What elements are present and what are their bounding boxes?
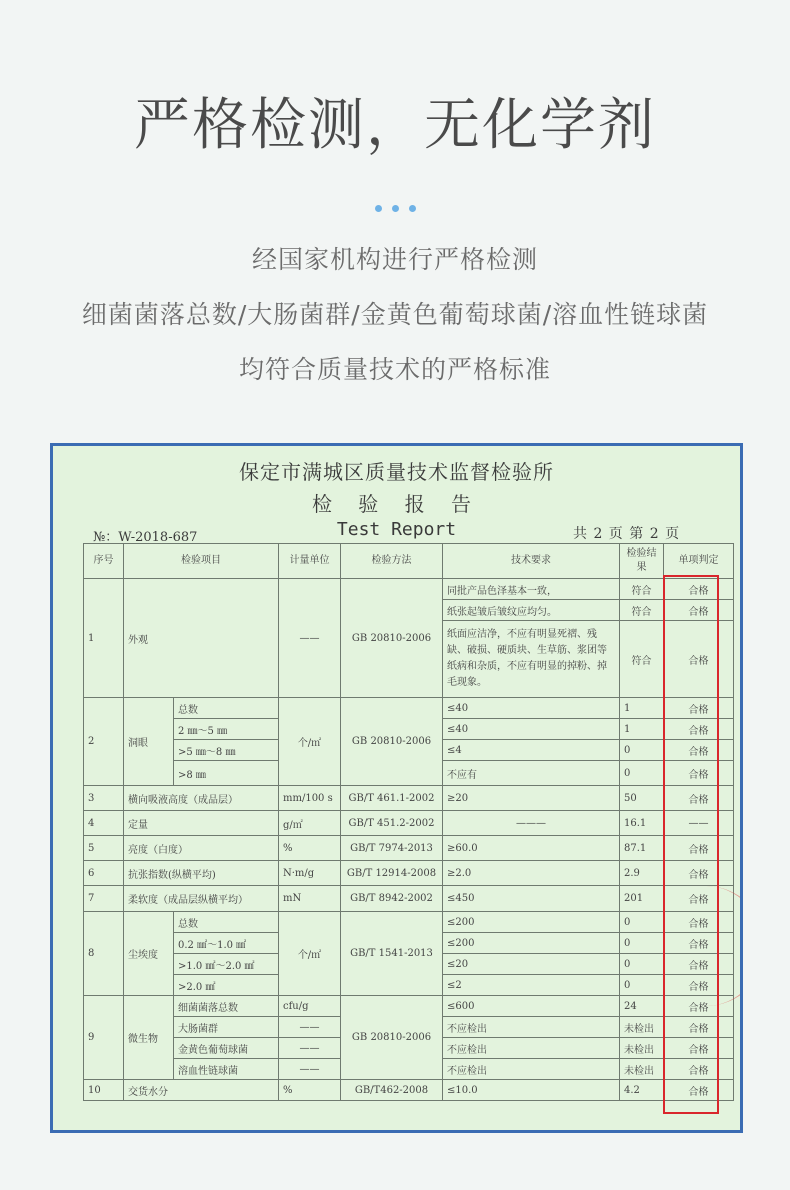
cell-no: 9: [84, 996, 124, 1080]
cell-req: 不应检出: [443, 1059, 620, 1080]
cell-verdict: 合格: [664, 975, 734, 996]
report-org: 保定市满城区质量技术监督检验所: [239, 460, 554, 484]
cell-req: 纸面应洁净，不应有明显死褶、残缺、破损、硬质块、生草筋、浆团等纸病和杂质，不应有明显的掉粉、掉毛现象。: [443, 621, 620, 698]
cell-req: ≤450: [443, 886, 620, 912]
cell-method: GB/T462-2008: [341, 1080, 443, 1101]
cell-item: 定量: [124, 811, 279, 836]
cell-result: 0: [620, 933, 664, 954]
cell-req: ≤2: [443, 975, 620, 996]
col-header: 检验方法: [341, 544, 443, 579]
cell-req: ≤200: [443, 912, 620, 933]
cell-unit: 个/㎡: [279, 912, 341, 996]
report-title-en: Test Report: [336, 519, 457, 540]
table-row: [84, 996, 734, 1017]
cell-item: 柔软度（成品层纵横平均）: [124, 886, 279, 912]
cell-verdict: 合格: [664, 836, 734, 861]
cell-item: 交货水分: [124, 1080, 279, 1101]
cell-unit: mN: [279, 886, 341, 912]
cell-req: ≤4: [443, 740, 620, 761]
cell-verdict: 合格: [664, 1080, 734, 1101]
cell-sub: 细菌菌落总数: [174, 996, 279, 1017]
cell-result: 0: [620, 912, 664, 933]
cell-result: 0: [620, 740, 664, 761]
cell-unit: %: [279, 836, 341, 861]
table-row: [84, 836, 734, 861]
cell-result: 符合: [620, 579, 664, 600]
cell-method: GB 20810-2006: [341, 579, 443, 698]
cell-no: 6: [84, 861, 124, 886]
cell-sub: >2.0 ㎟: [174, 975, 279, 996]
cell-sub: 0.2 ㎟～1.0 ㎟: [174, 933, 279, 954]
cell-sub: 2 ㎜～5 ㎜: [174, 719, 279, 740]
cell-unit: %: [279, 1080, 341, 1101]
table-row: [84, 861, 734, 886]
cell-no: 5: [84, 836, 124, 861]
table-row: [84, 579, 734, 600]
cell-no: 7: [84, 886, 124, 912]
cell-req: 同批产品色泽基本一致，: [443, 579, 620, 600]
cell-result: 符合: [620, 600, 664, 621]
cell-item: 横向吸液高度（成品层）: [124, 786, 279, 811]
decorative-dots: [0, 197, 790, 216]
cell-req: 不应有: [443, 761, 620, 786]
cell-req: ≤40: [443, 719, 620, 740]
cell-result: 0: [620, 761, 664, 786]
cell-unit: ——: [279, 1059, 341, 1080]
cell-verdict: 合格: [664, 621, 734, 698]
cell-req: ≥2.0: [443, 861, 620, 886]
cell-verdict: 合格: [664, 579, 734, 600]
cell-item: 洞眼: [124, 698, 174, 786]
cell-unit: cfu/g: [279, 996, 341, 1017]
col-header: 单项判定: [664, 544, 734, 579]
cell-result: 0: [620, 975, 664, 996]
table-row: [84, 786, 734, 811]
report-number: №：W-2018-687: [93, 530, 198, 545]
cell-no: 2: [84, 698, 124, 786]
subtitle-line-2: 细菌菌落总数/大肠菌群/金黄色葡萄球菌/溶血性链球菌: [81, 300, 709, 329]
cell-unit: 个/㎡: [279, 698, 341, 786]
cell-verdict: 合格: [664, 886, 734, 912]
cell-result: 201: [620, 886, 664, 912]
cell-method: GB/T 8942-2002: [341, 886, 443, 912]
table-header: [84, 544, 734, 579]
cell-method: GB/T 461.1-2002: [341, 786, 443, 811]
cell-verdict: 合格: [664, 600, 734, 621]
cell-item: 微生物: [124, 996, 174, 1080]
report-title: 检 验 报 告: [311, 492, 482, 516]
cell-no: 8: [84, 912, 124, 996]
cell-verdict: 合格: [664, 740, 734, 761]
table-row: [84, 1080, 734, 1101]
cell-method: GB/T 12914-2008: [341, 861, 443, 886]
subtitle-line-3: 均符合质量技术的严格标准: [238, 355, 551, 384]
cell-item: 尘埃度: [124, 912, 174, 996]
cell-no: 1: [84, 579, 124, 698]
cell-verdict: 合格: [664, 1059, 734, 1080]
cell-result: 0: [620, 954, 664, 975]
cell-verdict: ——: [664, 811, 734, 836]
cell-method: GB/T 1541-2013: [341, 912, 443, 996]
cell-sub: >1.0 ㎟～2.0 ㎟: [174, 954, 279, 975]
table-row: [84, 912, 734, 933]
cell-result: 4.2: [620, 1080, 664, 1101]
cell-sub: 溶血性链球菌: [174, 1059, 279, 1080]
report-page: 共 2 页 第 2 页: [573, 526, 681, 542]
table-row: [84, 811, 734, 836]
cell-method: GB/T 451.2-2002: [341, 811, 443, 836]
cell-verdict: 合格: [664, 761, 734, 786]
cell-item: 外观: [124, 579, 279, 698]
cell-req: ≥60.0: [443, 836, 620, 861]
col-header: 检验结果: [620, 544, 664, 579]
cell-verdict: 合格: [664, 1017, 734, 1038]
cell-no: 10: [84, 1080, 124, 1101]
cell-unit: mm/100 s: [279, 786, 341, 811]
table-row: [84, 886, 734, 912]
cell-req: ≤200: [443, 933, 620, 954]
subtitle-line-1: 经国家机构进行严格检测: [251, 245, 538, 274]
cell-result: 1: [620, 698, 664, 719]
cell-verdict: 合格: [664, 719, 734, 740]
col-header: 序号: [84, 544, 124, 579]
cell-method: GB 20810-2006: [341, 698, 443, 786]
cell-result: 87.1: [620, 836, 664, 861]
cell-sub: 总数: [174, 698, 279, 719]
cell-sub: 总数: [174, 912, 279, 933]
cell-result: 2.9: [620, 861, 664, 886]
cell-verdict: 合格: [664, 786, 734, 811]
cell-req: ≤600: [443, 996, 620, 1017]
cell-no: 4: [84, 811, 124, 836]
cell-item: 抗张指数(纵横平均): [124, 861, 279, 886]
cell-req: ≥20: [443, 786, 620, 811]
col-header: 技术要求: [443, 544, 620, 579]
cell-req: 不应检出: [443, 1038, 620, 1059]
cell-unit: N·m/g: [279, 861, 341, 886]
cell-verdict: 合格: [664, 954, 734, 975]
test-report-image: [50, 443, 743, 1133]
cell-sub: 金黄色葡萄球菌: [174, 1038, 279, 1059]
cell-req: 不应检出: [443, 1017, 620, 1038]
cell-req: ≤40: [443, 698, 620, 719]
cell-result: 24: [620, 996, 664, 1017]
cell-result: 未检出: [620, 1017, 664, 1038]
cell-result: 50: [620, 786, 664, 811]
report-table: [83, 543, 734, 1101]
col-header: 检验项目: [124, 544, 279, 579]
cell-verdict: 合格: [664, 698, 734, 719]
page-title: 严格检测，无化学剂: [134, 93, 656, 158]
cell-result: 16.1: [620, 811, 664, 836]
cell-req: ≤10.0: [443, 1080, 620, 1101]
cell-result: 符合: [620, 621, 664, 698]
cell-req: 纸张起皱后皱纹应均匀。: [443, 600, 620, 621]
cell-result: 未检出: [620, 1038, 664, 1059]
cell-unit: ——: [279, 579, 341, 698]
cell-verdict: 合格: [664, 1038, 734, 1059]
cell-req: ≤20: [443, 954, 620, 975]
verdict-highlight-box: [663, 575, 719, 1114]
cell-verdict: 合格: [664, 933, 734, 954]
cell-unit: ——: [279, 1038, 341, 1059]
cell-result: 1: [620, 719, 664, 740]
cell-sub: >5 ㎜～8 ㎜: [174, 740, 279, 761]
table-row: [84, 698, 734, 719]
cell-verdict: 合格: [664, 912, 734, 933]
cell-verdict: 合格: [664, 861, 734, 886]
cell-method: GB/T 7974-2013: [341, 836, 443, 861]
cell-sub: >8 ㎜: [174, 761, 279, 786]
cell-unit: ——: [279, 1017, 341, 1038]
cell-item: 亮度（白度）: [124, 836, 279, 861]
cell-sub: 大肠菌群: [174, 1017, 279, 1038]
cell-verdict: 合格: [664, 996, 734, 1017]
col-header: 计量单位: [279, 544, 341, 579]
cell-result: 未检出: [620, 1059, 664, 1080]
cell-no: 3: [84, 786, 124, 811]
cell-req: ———: [443, 811, 620, 836]
cell-unit: g/㎡: [279, 811, 341, 836]
cell-method: GB 20810-2006: [341, 996, 443, 1080]
